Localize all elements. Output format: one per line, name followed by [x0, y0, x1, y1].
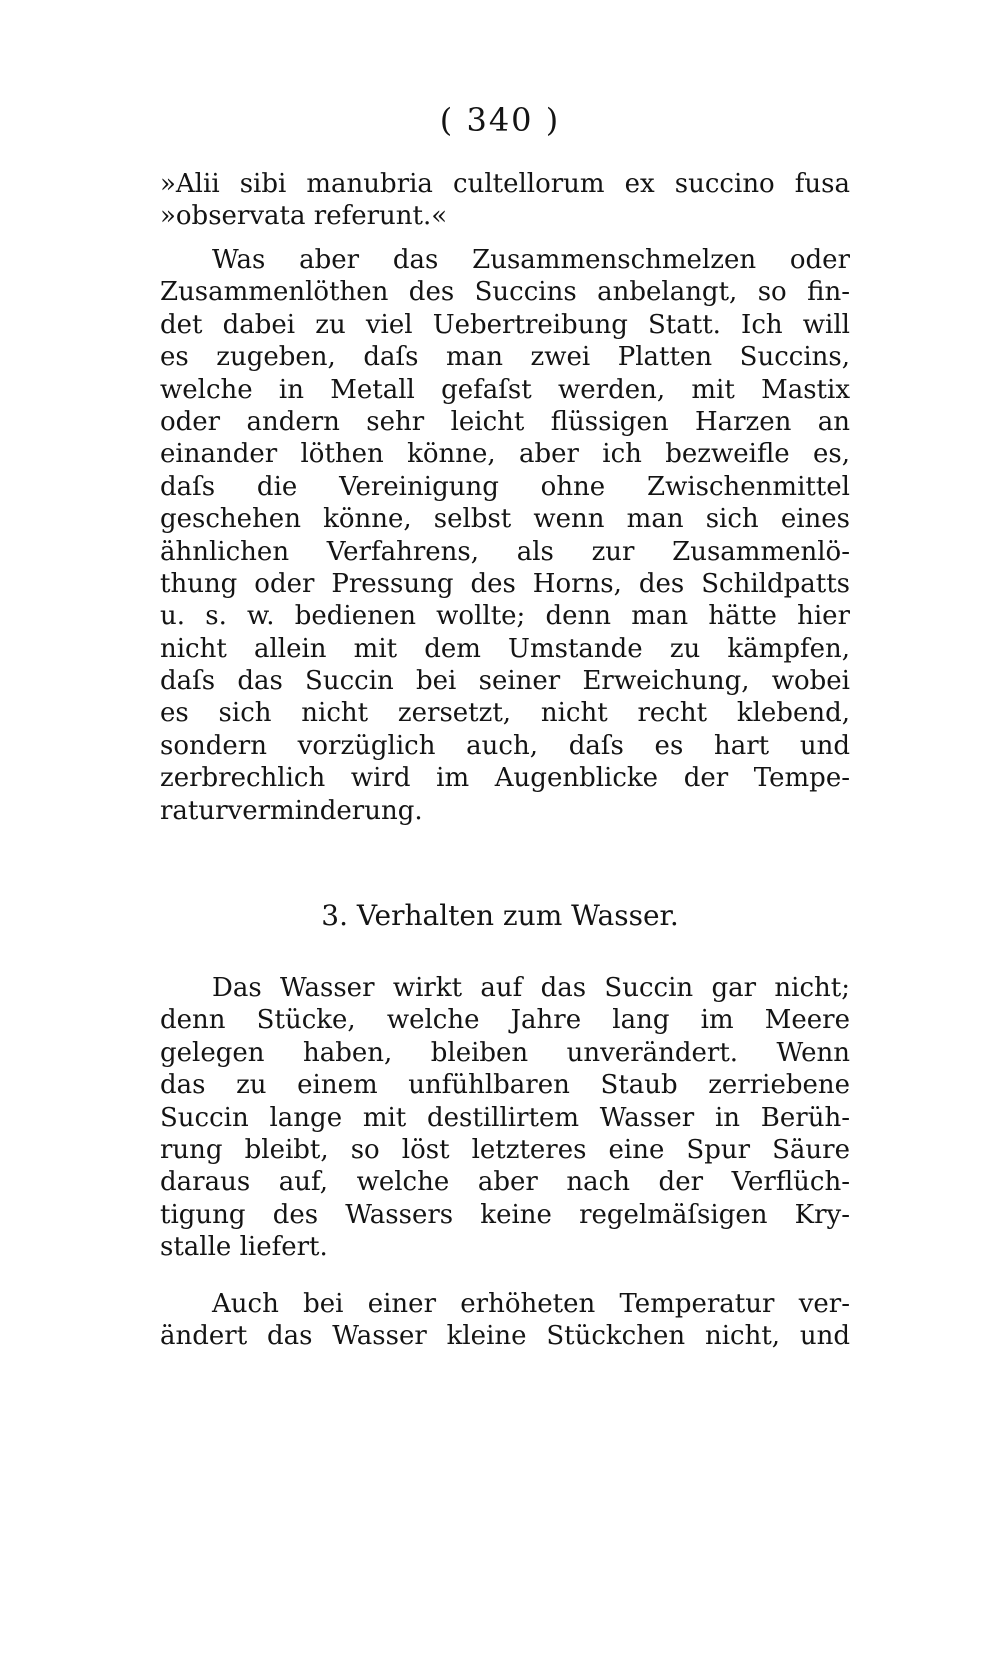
text-line: Das Wasser wirkt auf das Succin gar nicht;	[212, 973, 850, 1003]
page-number: ( 340 )	[439, 101, 561, 139]
text-line: oder andern sehr leicht flüssigen Harzen an	[160, 406, 850, 437]
text-line: das zu einem unfühlbaren Staub zerriebene	[160, 1070, 850, 1101]
text-line: »Alii sibi manubria cultellorum ex succino fusa	[160, 169, 850, 199]
text-line: tigung des Wassers keine regelmäſsigen Kry-	[160, 1199, 850, 1230]
paragraph-melting	[160, 244, 850, 827]
text-line: einander löthen könne, aber ich bezweifle es,	[160, 439, 850, 470]
text-line: Auch bei einer erhöheten Temperatur ver-	[212, 1289, 850, 1319]
text-line: rung bleibt, so löst letzteres eine Spur Säure	[160, 1134, 850, 1165]
text-line: det dabei zu viel Uebertreibung Statt. Ich will	[160, 309, 850, 340]
text-line: sondern vorzüglich auch, daſs es hart und	[160, 730, 850, 761]
paragraph-temperature	[160, 1288, 850, 1353]
text-line: zerbrechlich wird im Augenblicke der Tempe-	[160, 763, 850, 794]
text-line: es sich nicht zersetzt, nicht recht klebend,	[160, 698, 850, 729]
text-line: Succin lange mit destillirtem Wasser in Berüh-	[160, 1102, 850, 1133]
text-line: welche in Metall gefaſst werden, mit Mastix	[160, 374, 850, 405]
text-line: denn Stücke, welche Jahre lang im Meere	[160, 1005, 850, 1036]
text-line: es zugeben, daſs man zwei Platten Succins,	[160, 342, 850, 373]
text-line: daſs die Vereinigung ohne Zwischenmittel	[160, 471, 850, 502]
text-line: nicht allein mit dem Umstande zu kämpfen,	[160, 633, 850, 664]
text-line: daſs das Succin bei seiner Erweichung, wobei	[160, 666, 850, 697]
text-line: »observata referunt.«	[160, 201, 448, 232]
text-line: gelegen haben, bleiben unverändert. Wenn	[160, 1037, 850, 1068]
text-line: daraus auf, welche aber nach der Verflüch-	[160, 1167, 850, 1198]
text-line: geschehen könne, selbst wenn man sich eines	[160, 504, 850, 535]
section-heading: 3. Verhalten zum Wasser.	[321, 899, 679, 932]
paragraph-water	[160, 972, 850, 1264]
text-line: raturverminderung.	[160, 795, 423, 826]
text-line: ähnlichen Verfahrens, als zur Zusammenlö-	[160, 536, 850, 567]
latin-quote	[160, 168, 850, 233]
text-line: thung oder Pressung des Horns, des Schildpatts	[160, 568, 850, 599]
text-line: Was aber das Zusammenschmelzen oder	[212, 245, 850, 275]
text-line: stalle liefert.	[160, 1232, 328, 1263]
text-line: ändert das Wasser kleine Stückchen nicht, und	[160, 1321, 850, 1352]
text-line: u. s. w. bedienen wollte; denn man hätte hier	[160, 601, 850, 632]
text-line: Zusammenlöthen des Succins anbelangt, so fin-	[160, 277, 850, 308]
